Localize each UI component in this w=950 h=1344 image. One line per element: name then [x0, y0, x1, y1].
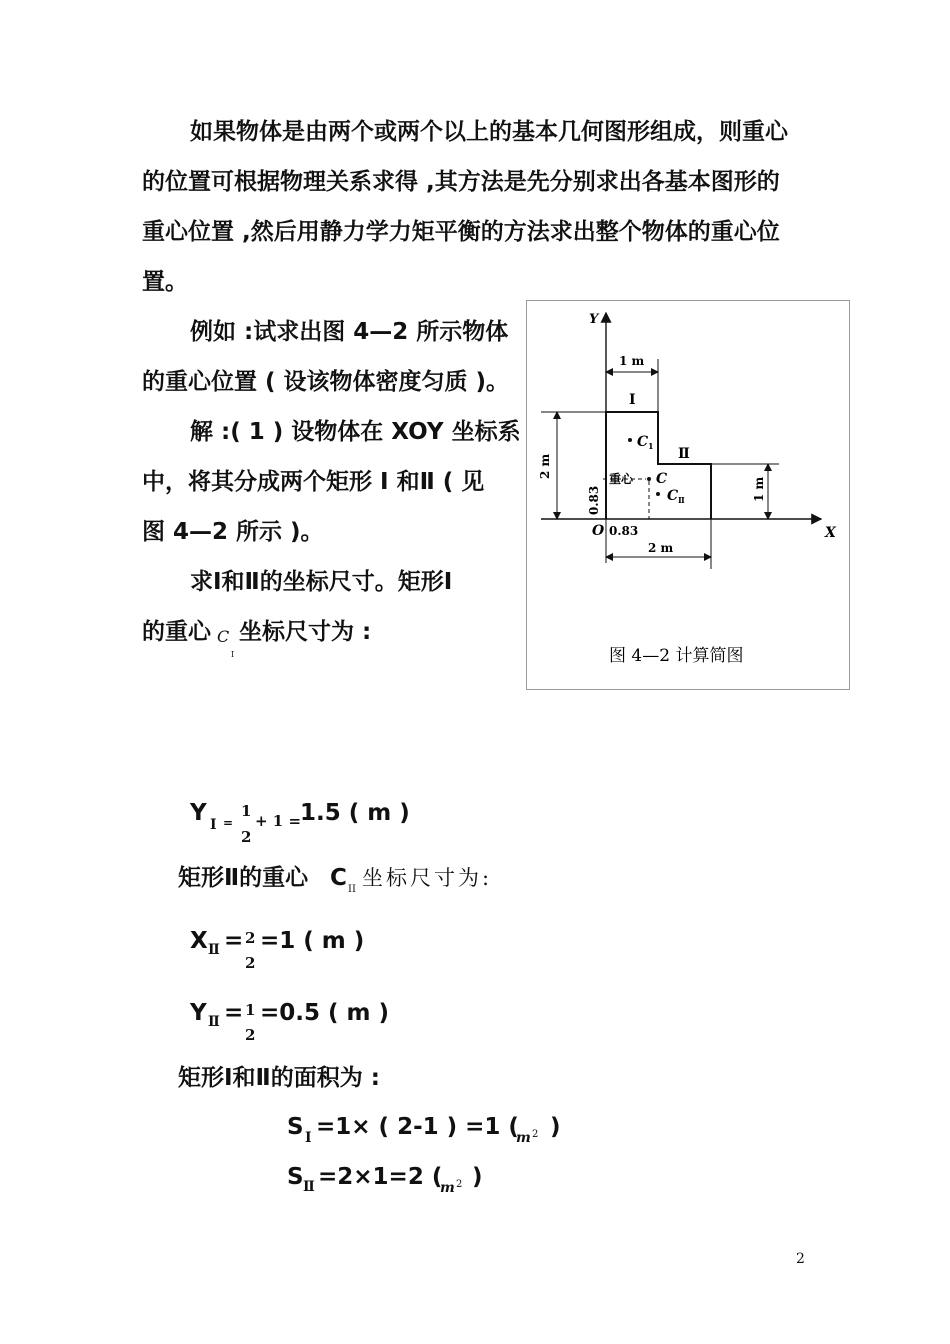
- y1-num: 1: [241, 802, 252, 820]
- paragraph-3-line-1: 解 :( 1 ) 设物体在 XOY 坐标系: [190, 419, 521, 445]
- origin-label: O: [592, 523, 605, 539]
- s1-unit-exp: 2: [532, 1129, 539, 1140]
- s2-close: ): [472, 1164, 483, 1190]
- y2-den: 2: [245, 1026, 256, 1044]
- center-point: [647, 477, 651, 481]
- y1-lhs: Y: [190, 800, 207, 826]
- s1-body: =1× ( 2-1 ) =1 (: [316, 1114, 519, 1140]
- y1-plus: + 1 =: [255, 812, 302, 830]
- dim-bottom-label: 2 m: [648, 541, 674, 555]
- s1-unit: m: [516, 1130, 531, 1146]
- x2-den: 2: [245, 954, 256, 972]
- paragraph-2-line-2: 的重心位置 ( 设该物体密度匀质 )。: [142, 369, 510, 395]
- s1-lhs: S: [287, 1114, 304, 1140]
- s1-sub: I: [305, 1130, 312, 1146]
- c1-symbol-subscript: I: [231, 650, 235, 659]
- c2-heading-b: 坐标尺寸为:: [362, 866, 493, 890]
- center-label: 重心: [609, 472, 634, 486]
- paragraph-1-line-2: 的位置可根据物理关系求得 ,其方法是先分别求出各基本图形的: [142, 169, 780, 195]
- paragraph-4-line-2b: 坐标尺寸为 :: [239, 619, 372, 645]
- paragraph-3-line-3: 图 4—2 所示 )。: [142, 519, 324, 545]
- paragraph-3-line-2: 中，将其分成两个矩形 Ⅰ 和Ⅱ ( 见: [142, 469, 485, 495]
- paragraph-4-line-1: 求Ⅰ和Ⅱ的坐标尺寸。矩形Ⅰ: [190, 569, 453, 595]
- l-shape-outline: [606, 412, 711, 519]
- s2-lhs: S: [287, 1164, 304, 1190]
- paragraph-1-line-4: 置。: [142, 269, 188, 295]
- s2-unit: m: [440, 1180, 455, 1196]
- paragraph-1-line-1: 如果物体是由两个或两个以上的基本几何图形组成，则重心: [190, 119, 788, 145]
- y2-result: =0.5 ( m ): [260, 1000, 390, 1026]
- y2-eq: =: [224, 1000, 244, 1026]
- y2-sub: Ⅱ: [208, 1014, 220, 1030]
- c1-label-sub: 1: [648, 441, 654, 451]
- y1-den: 2: [241, 828, 252, 846]
- page-number: 2: [796, 1251, 805, 1267]
- y2-lhs: Y: [190, 1000, 207, 1026]
- c1-point: [628, 438, 632, 442]
- c2-heading-a: 矩形Ⅱ的重心: [178, 865, 309, 891]
- rect-2-label: Ⅱ: [678, 446, 690, 462]
- s2-sub: Ⅱ: [303, 1179, 315, 1195]
- area-heading: 矩形Ⅰ和Ⅱ的面积为 :: [178, 1065, 380, 1091]
- y-coord-label: 0.83: [587, 485, 601, 515]
- x-coord-label: 0.83: [609, 524, 639, 538]
- x2-result: =1 ( m ): [260, 928, 365, 954]
- dim-left-label: 2 m: [538, 453, 552, 479]
- x2-sub: Ⅱ: [208, 942, 220, 958]
- paragraph-1-line-3: 重心位置 ,然后用静力学力矩平衡的方法求出整个物体的重心位: [142, 219, 780, 245]
- dim-top-label: 1 m: [619, 354, 645, 368]
- dim-right-label: 1 m: [752, 476, 766, 502]
- figure-4-2: [526, 300, 850, 690]
- s2-unit-exp: 2: [456, 1179, 463, 1190]
- c2-heading-subscript: II: [348, 884, 356, 895]
- c1-symbol: C: [217, 627, 230, 646]
- c2-label: C: [667, 488, 679, 504]
- x2-eq: =: [224, 928, 244, 954]
- c1-label: C: [637, 434, 649, 450]
- s2-body: =2×1=2 (: [318, 1164, 443, 1190]
- s1-close: ): [550, 1114, 561, 1140]
- c2-heading-symbol: C: [330, 865, 347, 891]
- c2-point: [656, 492, 660, 496]
- x2-lhs: X: [190, 928, 208, 954]
- rect-1-label: I: [629, 392, 636, 408]
- c2-label-sub: Ⅱ: [678, 495, 685, 505]
- figure-diagram: [527, 301, 849, 689]
- paragraph-2-line-1: 例如 :试求出图 4—2 所示物体: [190, 319, 509, 345]
- x-axis-label: X: [825, 525, 836, 541]
- center-c-label: C: [656, 471, 668, 487]
- y1-result: 1.5 ( m ): [300, 800, 410, 826]
- figure-caption: 图 4—2 计算简图: [609, 646, 744, 666]
- paragraph-4-line-2a: 的重心: [142, 619, 211, 645]
- y-axis-label: Y: [589, 312, 599, 327]
- y1-sub: I: [210, 817, 217, 833]
- y2-num: 1: [245, 1001, 256, 1019]
- y1-eq: =: [223, 816, 234, 830]
- x2-num: 2: [245, 929, 256, 947]
